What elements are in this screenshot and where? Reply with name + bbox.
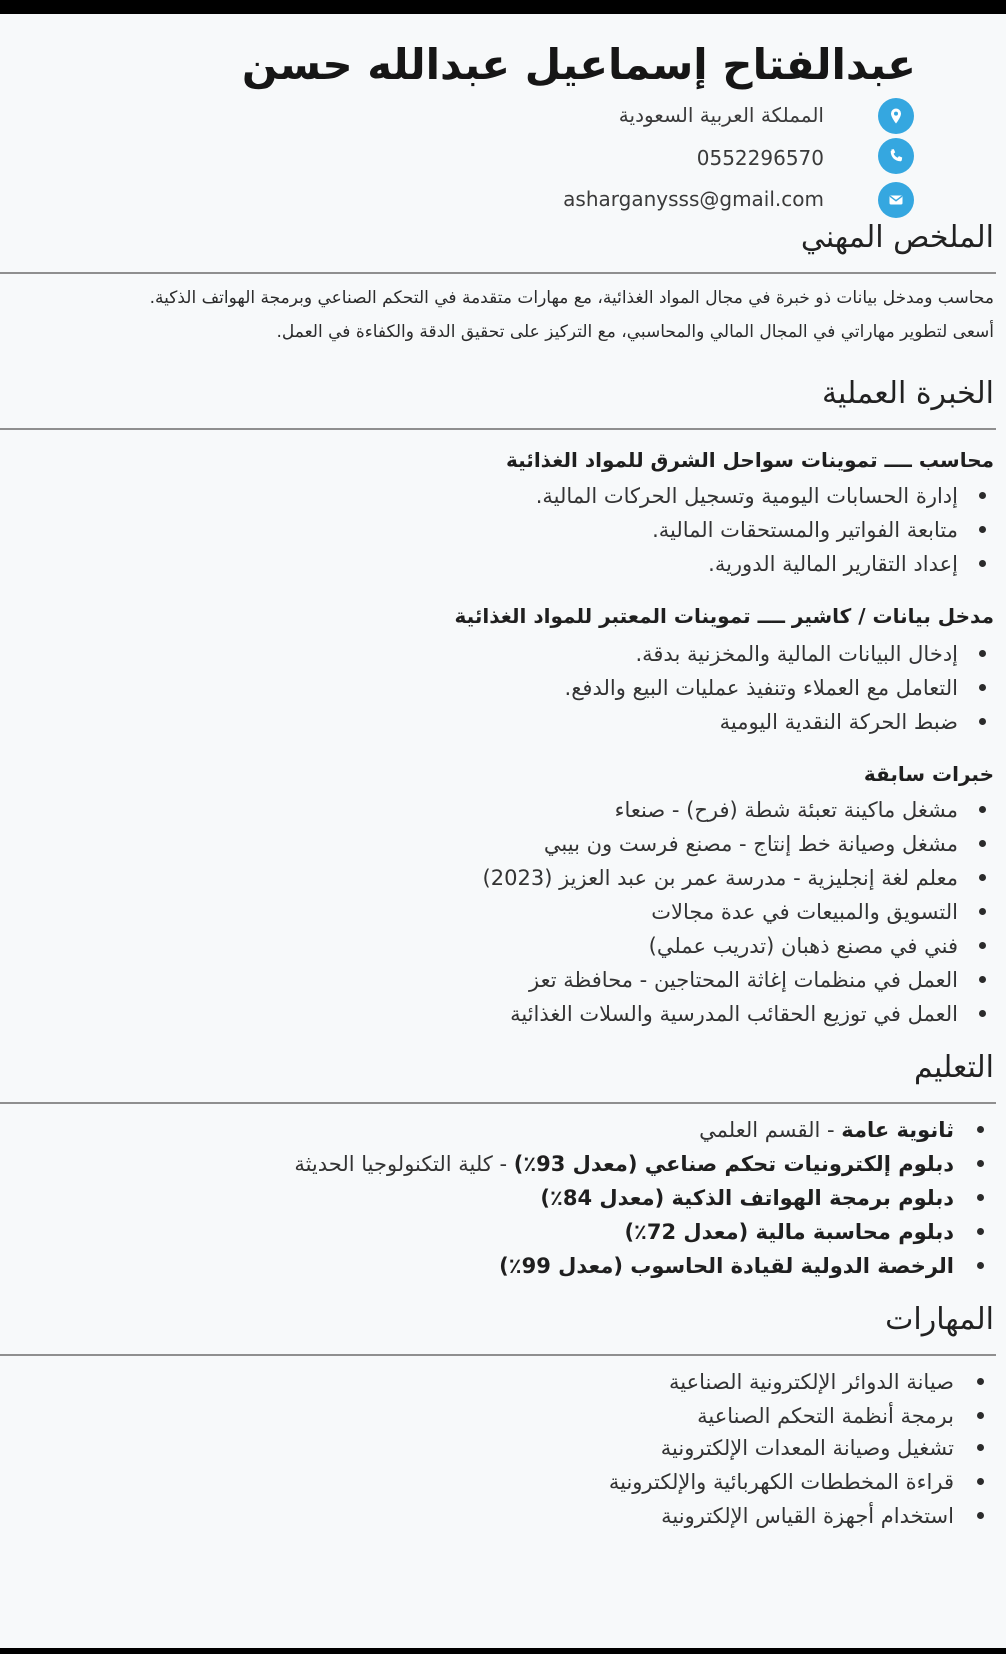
job-duty: إعداد التقارير المالية الدورية. xyxy=(708,552,958,576)
bottom-bar xyxy=(0,1648,1006,1654)
summary-divider xyxy=(0,272,996,274)
previous-experience-heading: خبرات سابقة xyxy=(863,762,994,786)
skills-divider xyxy=(0,1354,996,1356)
phone-icon xyxy=(878,138,914,174)
candidate-name: عبدالفتاح إسماعيل عبدالله حسن xyxy=(241,40,916,89)
resume-page xyxy=(0,14,1006,1648)
skill-item: قراءة المخططات الكهربائية والإلكترونية xyxy=(608,1470,954,1494)
mail-icon xyxy=(878,182,914,218)
job-duty: ضبط الحركة النقدية اليومية xyxy=(719,710,958,734)
experience-divider xyxy=(0,428,996,430)
email-address[interactable]: asharganysss@gmail.com xyxy=(563,187,824,211)
job-title-accountant: محاسب ــــ تموينات سواحل الشرق للمواد الغذائية xyxy=(506,448,994,472)
job-duty: إدارة الحسابات اليومية وتسجيل الحركات المالية. xyxy=(535,484,958,508)
job-duty: متابعة الفواتير والمستحقات المالية. xyxy=(652,518,958,542)
skills-heading: المهارات xyxy=(885,1302,994,1337)
skill-item: برمجة أنظمة التحكم الصناعية xyxy=(697,1404,954,1428)
summary-line-1: محاسب ومدخل بيانات ذو خبرة في مجال المواد الغذائية، مع مهارات متقدمة في التحكم الصناعي وبرمجة الهواتف الذكية. xyxy=(149,288,994,308)
education-item: دبلوم برمجة الهواتف الذكية (معدل 84٪) xyxy=(540,1186,954,1210)
skill-item: صيانة الدوائر الإلكترونية الصناعية xyxy=(669,1370,954,1394)
education-item: دبلوم محاسبة مالية (معدل 72٪) xyxy=(624,1220,954,1244)
education-divider xyxy=(0,1102,996,1104)
summary-heading: الملخص المهني xyxy=(800,220,994,255)
experience-heading: الخبرة العملية xyxy=(821,376,994,411)
previous-experience-item: العمل في توزيع الحقائب المدرسية والسلات الغذائية xyxy=(510,1002,958,1026)
previous-experience-item: العمل في منظمات إغاثة المحتاجين - محافظة تعز xyxy=(529,968,958,992)
previous-experience-item: معلم لغة إنجليزية - مدرسة عمر بن عبد العزيز (2023) xyxy=(482,866,958,890)
job-duty: التعامل مع العملاء وتنفيذ عمليات البيع والدفع. xyxy=(564,676,958,700)
job-duty: إدخال البيانات المالية والمخزنية بدقة. xyxy=(635,642,958,666)
skill-item: تشغيل وصيانة المعدات الإلكترونية xyxy=(660,1436,954,1460)
job-title-data-entry: مدخل بيانات / كاشير ــــ تموينات المعتبر للمواد الغذائية xyxy=(454,604,994,628)
education-item: الرخصة الدولية لقيادة الحاسوب (معدل 99٪) xyxy=(499,1254,954,1278)
location-pin-icon xyxy=(878,98,914,134)
location-text: المملكة العربية السعودية xyxy=(618,103,824,127)
previous-experience-item: مشغل ماكينة تعبئة شطة (فرح) - صنعاء xyxy=(614,798,958,822)
skill-item: استخدام أجهزة القياس الإلكترونية xyxy=(661,1504,954,1528)
top-bar xyxy=(0,0,1006,14)
summary-line-2: أسعى لتطوير مهاراتي في المجال المالي والمحاسبي، مع التركيز على تحقيق الدقة والكفاءة في العمل. xyxy=(276,322,994,342)
previous-experience-item: التسويق والمبيعات في عدة مجالات xyxy=(651,900,958,924)
phone-number[interactable]: 0552296570 xyxy=(696,146,824,170)
education-heading: التعليم xyxy=(914,1050,994,1085)
previous-experience-item: مشغل وصيانة خط إنتاج - مصنع فرست ون بيبي xyxy=(543,832,958,856)
previous-experience-item: فني في مصنع ذهبان (تدريب عملي) xyxy=(648,934,958,958)
education-item: دبلوم إلكترونيات تحكم صناعي (معدل 93٪) - كلية التكنولوجيا الحديثة xyxy=(294,1152,954,1176)
education-item: ثانوية عامة - القسم العلمي xyxy=(699,1118,954,1142)
